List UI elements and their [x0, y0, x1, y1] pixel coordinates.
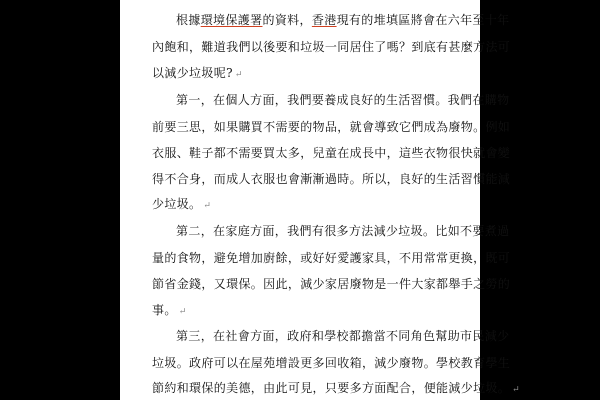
document-page: [120, 0, 521, 400]
intro-line-3: [152, 66, 243, 80]
intro-text: 現有的堆填區將會在六年至十年: [336, 13, 510, 27]
p1-line-5: [152, 197, 211, 211]
intro-text: 以減少垃圾呢?: [152, 66, 233, 80]
paragraph-mark-icon: ↵: [178, 307, 187, 317]
p3-line-3: [152, 381, 520, 395]
p3-line-1: 第三，在社會方面，政府和學校都擔當不同角色幫助市民減少: [176, 329, 510, 343]
intro-text: 的資料，: [262, 13, 312, 27]
p2-line-4: [152, 303, 187, 317]
p2-line-3: 節省金錢，又環保。因此，減少家居廢物是一件大家都舉手之勞的: [152, 277, 511, 291]
p3-line-2: 垃圾。政府可以在屋苑增設更多回收箱，減少廢物。學校教育學生: [152, 356, 511, 370]
paragraph-mark-icon: ↵: [512, 385, 521, 395]
p1-line-4: 得不合身，而成人衣服也會漸漸過時。所以，良好的生活習慣能減: [152, 172, 511, 186]
p3-text: 節約和環保的美德，由此可見，只要多方面配合，便能減少垃圾。: [152, 381, 511, 395]
p1-line-1: 第一，在個人方面，我們要養成良好的生活習慣。我們在購物: [176, 93, 510, 107]
p2-line-1: 第二，在家庭方面，我們有很多方法減少垃圾。比如不要煮過: [176, 224, 510, 238]
paragraph-mark-icon: ↵: [234, 70, 243, 80]
p1-text: 少垃圾。: [152, 197, 202, 211]
intro-line-2: 內飽和，難道我們以後要和垃圾一同居住了嗎？到底有甚麼方法可: [152, 40, 511, 54]
paragraph-mark-icon: ↵: [203, 201, 212, 211]
p2-text: 事。: [152, 303, 177, 317]
p2-line-2: 量的食物，避免增加廚餘，或好好愛護家具，不用常常更換，既可: [152, 251, 511, 265]
intro-text: 根據: [176, 13, 201, 27]
intro-line-1: [176, 13, 509, 27]
p1-line-3: 衣服、鞋子都不需要買太多，兒童在成長中，這些衣物很快就會變: [152, 146, 511, 160]
underlined-term-hongkong: 香港: [311, 13, 337, 27]
p1-line-2: 前要三思，如果購買不需要的物品，就會導致它們成為廢物。例如: [152, 120, 511, 134]
underlined-term-epd: 環境保護署: [200, 13, 263, 27]
